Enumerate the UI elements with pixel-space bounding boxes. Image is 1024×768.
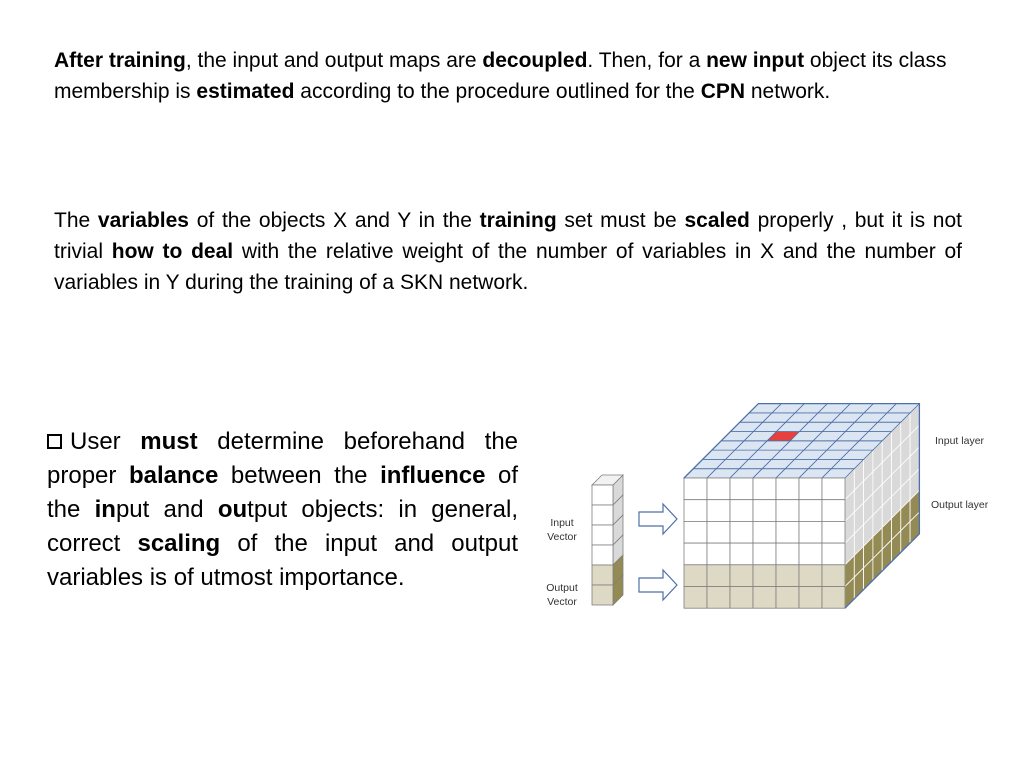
output-vector-label: Output Vector xyxy=(546,582,578,608)
checkbox-bullet-icon xyxy=(47,434,62,449)
output-layer-cell xyxy=(799,587,822,609)
output-layer-cell xyxy=(776,565,799,587)
paragraph1-run-9: network. xyxy=(745,80,831,103)
output-layer-cell xyxy=(707,587,730,609)
input-arrow-icon xyxy=(639,504,677,534)
paragraph3-run-5: influence xyxy=(380,462,486,489)
paragraph2-run-1: variables xyxy=(97,209,189,232)
paragraph3-run-3: balance xyxy=(128,462,219,489)
input-layer-cell xyxy=(822,500,845,522)
input-layer-cell xyxy=(707,543,730,565)
paragraph1-run-2: decoupled xyxy=(482,49,588,72)
map-cube xyxy=(684,404,919,609)
paragraph3-run-7: in xyxy=(94,496,116,523)
output-layer-cell xyxy=(684,565,707,587)
paragraph1-run-6: estimated xyxy=(196,80,295,103)
input-layer-cell xyxy=(822,521,845,543)
output-arrow-icon xyxy=(639,570,677,600)
output-layer-cell xyxy=(730,587,753,609)
output-layer-cell xyxy=(753,587,776,609)
input-layer-cell xyxy=(822,478,845,500)
paragraph1-run-4: new input xyxy=(706,49,805,72)
paragraph3-run-1: must xyxy=(140,428,198,455)
input-vector-label: Input Vector xyxy=(547,517,577,543)
vector-column xyxy=(592,475,623,605)
paragraph1-run-0: After training xyxy=(54,49,186,72)
input-layer-cell xyxy=(753,543,776,565)
input-layer-cell xyxy=(799,478,822,500)
output-layer-cell xyxy=(730,565,753,587)
paragraph2-run-5: scaled xyxy=(684,209,750,232)
paragraph1-run-7: according to the procedure outlined for the xyxy=(294,80,701,103)
input-layer-cell xyxy=(730,478,753,500)
paragraph3-run-10: tput objects: in general, correct xyxy=(47,496,519,557)
output-layer-cell xyxy=(822,565,845,587)
paragraph1-run-3: . Then, for a xyxy=(587,49,707,72)
input-layer-cell xyxy=(753,478,776,500)
bullet-scaling-balance xyxy=(47,425,518,595)
paragraph3-run-2: determine beforehand the proper xyxy=(47,428,519,489)
output-vector-cell xyxy=(592,565,613,585)
paragraph-decoupled-maps xyxy=(54,45,974,107)
output-layer-label: Output layer xyxy=(931,499,989,511)
input-layer-cell xyxy=(776,478,799,500)
input-layer-cell xyxy=(776,500,799,522)
input-layer-cell xyxy=(707,500,730,522)
paragraph2-run-6: properly , but it is not trivial xyxy=(54,209,962,263)
input-layer-cell xyxy=(753,500,776,522)
kohonen-map-diagram xyxy=(535,390,1024,630)
paragraph2-run-4: set must be xyxy=(556,209,685,232)
input-layer-cell xyxy=(822,543,845,565)
input-layer-cell xyxy=(799,521,822,543)
input-layer-cell xyxy=(753,521,776,543)
input-layer-cell xyxy=(707,521,730,543)
input-layer-cell xyxy=(684,500,707,522)
bullet-text xyxy=(47,428,518,591)
paragraph3-run-6: of the xyxy=(47,462,519,523)
paragraph1-run-5: object its class membership is xyxy=(54,49,947,103)
input-vector-cell xyxy=(592,545,613,565)
input-vector-cell xyxy=(592,485,613,505)
input-layer-cell xyxy=(776,543,799,565)
paragraph3-run-4: between the xyxy=(218,462,381,489)
paragraph1-run-1: , the input and output maps are xyxy=(185,49,483,72)
input-layer-cell xyxy=(799,500,822,522)
input-layer-cell xyxy=(730,521,753,543)
output-layer-cell xyxy=(753,565,776,587)
input-layer-cell xyxy=(776,521,799,543)
input-layer-cell xyxy=(799,543,822,565)
paragraph2-run-7: how to deal xyxy=(111,240,234,263)
paragraph3-run-8: put and xyxy=(115,496,218,523)
output-layer-cell xyxy=(776,587,799,609)
arrows xyxy=(639,504,677,600)
input-layer-cell xyxy=(684,521,707,543)
output-vector-cell xyxy=(592,585,613,605)
output-layer-cell xyxy=(822,587,845,609)
input-vector-cell xyxy=(592,505,613,525)
output-layer-cell xyxy=(707,565,730,587)
paragraph-variable-scaling xyxy=(54,205,962,298)
input-layer-cell xyxy=(684,478,707,500)
paragraph2-run-0: The xyxy=(54,209,98,232)
paragraph3-run-0: User xyxy=(70,428,141,455)
input-layer-cell xyxy=(730,500,753,522)
paragraph3-run-12: of the input and output variables is of utmost importance. xyxy=(47,530,519,591)
output-layer-cell xyxy=(684,587,707,609)
input-layer-label: Input layer xyxy=(935,435,985,447)
paragraph1-run-8: CPN xyxy=(700,80,746,103)
input-vector-cell xyxy=(592,525,613,545)
paragraph3-run-11: scaling xyxy=(137,530,221,557)
input-layer-cell xyxy=(684,543,707,565)
output-layer-cell xyxy=(799,565,822,587)
paragraph2-run-2: of the objects X and Y in the xyxy=(189,209,480,232)
paragraph2-run-8: with the relative weight of the number of variables in X and the number of variables in Y during the training of a SKN network. xyxy=(54,240,963,294)
input-layer-cell xyxy=(730,543,753,565)
paragraph3-run-9: ou xyxy=(217,496,248,523)
input-layer-cell xyxy=(707,478,730,500)
paragraph2-run-3: training xyxy=(479,209,557,232)
